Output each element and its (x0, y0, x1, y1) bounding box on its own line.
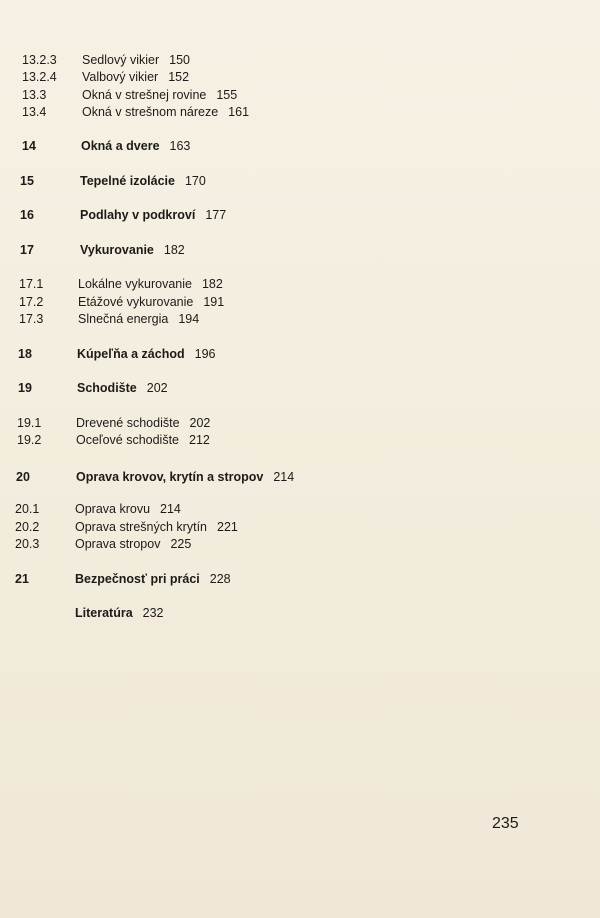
toc-entry-page: 155 (216, 88, 238, 102)
toc-entry-title-text: Podlahy v podkroví (80, 208, 196, 222)
toc-entry-page: 163 (169, 139, 191, 153)
toc-entry-title-text: Literatúra (75, 606, 133, 620)
toc-entry-page: 214 (273, 470, 295, 484)
toc-entry-title (77, 380, 168, 396)
toc-entry-number: 20.3 (15, 537, 40, 551)
toc-entry-title (75, 605, 164, 621)
page-number: 235 (492, 815, 519, 832)
toc-entry-number: 13.3 (22, 88, 47, 102)
toc-entry-title-text: Okná a dvere (81, 139, 160, 153)
toc-entry-page: 202 (146, 381, 168, 395)
toc-entry-page: 194 (178, 312, 200, 326)
toc-entry-title (78, 276, 223, 292)
toc-entry-page: 202 (189, 416, 211, 430)
toc-entry-title-text: Oprava krovov, krytín a stropov (76, 470, 264, 484)
toc-entry-number: 19.2 (17, 433, 42, 447)
toc-entry-title-text: Schodište (77, 381, 137, 395)
toc-entry-title-text: Etážové vykurovanie (78, 295, 194, 309)
toc-entry-title-text: Sedlový vikier (82, 53, 160, 67)
toc-entry-number: 13.4 (22, 105, 47, 119)
toc-entry-page: 161 (228, 105, 250, 119)
toc-entry-page: 177 (205, 208, 227, 222)
toc-entry-page: 191 (203, 295, 225, 309)
toc-entry-title (75, 536, 191, 552)
toc-entry-title-text: Lokálne vykurovanie (78, 277, 192, 291)
toc-entry-number: 13.2.3 (22, 53, 57, 67)
toc-entry-title (75, 571, 231, 587)
toc-entry-title (82, 104, 249, 120)
toc-entry-number: 20.1 (15, 502, 40, 516)
toc-entry-title-text: Oprava strešných krytín (75, 520, 207, 534)
toc-entry-title-text: Okná v strešnej rovine (82, 88, 207, 102)
toc-entry-title-text: Vykurovanie (80, 243, 154, 257)
toc-entry-page: 182 (201, 277, 223, 291)
toc-entry-number: 20 (16, 470, 30, 484)
toc-entry-title (78, 311, 199, 327)
toc-entry-title (78, 294, 224, 310)
toc-entry-title-text: Valbový vikier (82, 70, 159, 84)
toc-entry-page: 170 (184, 174, 206, 188)
toc-entry-number: 18 (18, 347, 32, 361)
toc-entry-title-text: Kúpeľňa a záchod (77, 347, 185, 361)
toc-entry-title (76, 415, 210, 431)
toc-entry-page: 232 (142, 606, 164, 620)
toc-entry-title (75, 519, 238, 535)
toc-entry-page: 214 (160, 502, 181, 516)
toc-entry-page: 221 (217, 520, 238, 534)
toc-entry-number: 20.2 (15, 520, 40, 534)
toc-entry-page: 225 (170, 537, 192, 551)
toc-entry-number: 13.2.4 (22, 70, 57, 84)
toc-entry-number: 16 (20, 208, 34, 222)
toc-entry-title (82, 87, 237, 103)
toc-entry-title-text: Oprava stropov (75, 537, 161, 551)
toc-entry-title (80, 173, 206, 189)
toc-entry-page: 196 (194, 347, 216, 361)
toc-entry-title-text: Slnečná energia (78, 312, 169, 326)
toc-entry-number: 15 (20, 174, 34, 188)
toc-entry-title (76, 432, 210, 448)
toc-entry-title-text: Okná v strešnom náreze (82, 105, 219, 119)
toc-entry-page: 212 (189, 433, 210, 447)
toc-entry-page: 152 (168, 70, 190, 84)
toc-entry-number: 14 (22, 139, 36, 153)
toc-entry-title (82, 69, 189, 85)
toc-entry-page: 228 (209, 572, 231, 586)
toc-entry-title-text: Oprava krovu (75, 502, 151, 516)
toc-entry-title (76, 469, 294, 485)
toc-entry-title-text: Bezpečnosť pri práci (75, 572, 200, 586)
toc-entry-title (80, 207, 226, 223)
toc-entry-number: 21 (15, 572, 29, 586)
toc-entry-number: 17.2 (19, 295, 44, 309)
toc-entry-number: 17.1 (19, 277, 44, 291)
toc-entry-title (82, 52, 190, 68)
toc-entry-page: 150 (169, 53, 190, 67)
toc-entry-title (80, 242, 185, 258)
toc-entry-number: 17 (20, 243, 34, 257)
toc-entry-title (81, 138, 190, 154)
toc-entry-title-text: Oceľové schodište (76, 433, 180, 447)
toc-entry-page: 182 (163, 243, 185, 257)
toc-entry-number: 17.3 (19, 312, 44, 326)
toc-entry-title-text: Tepelné izolácie (80, 174, 175, 188)
toc-entry-title-text: Drevené schodište (76, 416, 180, 430)
toc-entry-number: 19.1 (17, 416, 42, 430)
toc-entry-number: 19 (18, 381, 32, 395)
toc-entry-title (75, 501, 181, 517)
toc-entry-title (77, 346, 215, 362)
